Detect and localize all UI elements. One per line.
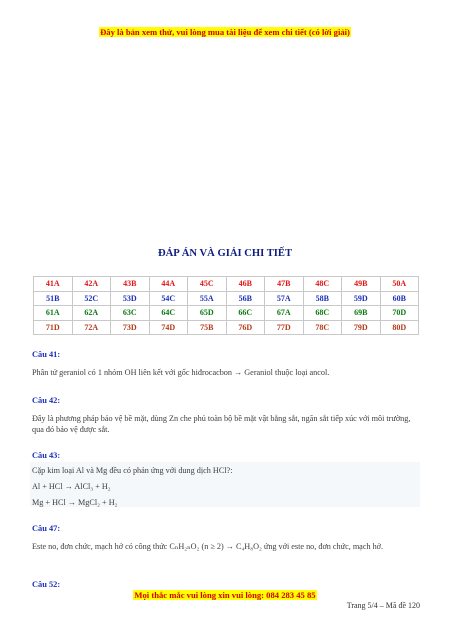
answer-cell: 67A xyxy=(265,306,304,321)
question-text: Este no, đơn chức, mạch hở có công thức CₙH₂ₙO₂ (n ≥ 2) → C₄H₈O₂ ứng với este no, đơn chức, mạch hở. xyxy=(32,542,384,551)
answer-cell: 72A xyxy=(72,320,111,335)
answer-cell: 48C xyxy=(303,277,342,292)
answer-cell: 60B xyxy=(380,291,419,306)
question-text: Cặp kim loại Al và Mg đều có phản ứng với dung dịch HCl?: xyxy=(32,466,233,475)
answer-cell: 43B xyxy=(111,277,150,292)
answer-cell: 64C xyxy=(149,306,188,321)
answer-cell: 53D xyxy=(111,291,150,306)
answer-cell: 56B xyxy=(226,291,265,306)
answer-cell: 80D xyxy=(380,320,419,335)
answer-cell: 74D xyxy=(149,320,188,335)
preview-notice-text: Đây là bản xem thử, vui lòng mua tài liệu để xem chi tiết (có lời giải) xyxy=(100,27,350,37)
question-label: Câu 43: xyxy=(32,451,61,460)
question-43-body xyxy=(32,465,419,508)
answer-cell: 76D xyxy=(226,320,265,335)
question-text: Phân tử geraniol có 1 nhóm OH liên kết với gốc hiđrocacbon → Geraniol thuộc loại ancol. xyxy=(32,368,330,377)
answer-cell: 65D xyxy=(188,306,227,321)
answer-cell: 71D xyxy=(34,320,73,335)
question-label: Câu 41: xyxy=(32,350,61,359)
answer-table xyxy=(33,276,419,335)
answer-cell: 66C xyxy=(226,306,265,321)
answer-cell: 61A xyxy=(34,306,73,321)
contact-notice xyxy=(0,590,450,600)
question-label: Câu 47: xyxy=(32,524,61,533)
answer-cell: 42A xyxy=(72,277,111,292)
answer-cell: 41A xyxy=(34,277,73,292)
answer-cell: 75B xyxy=(188,320,227,335)
answer-row xyxy=(34,320,419,335)
answer-cell: 45C xyxy=(188,277,227,292)
answer-cell: 50A xyxy=(380,277,419,292)
answer-cell: 63C xyxy=(111,306,150,321)
preview-notice xyxy=(0,27,450,37)
answer-cell: 79D xyxy=(342,320,381,335)
question-52 xyxy=(32,579,419,590)
answer-cell: 46B xyxy=(226,277,265,292)
question-label: Câu 52: xyxy=(32,580,61,589)
answer-cell: 77D xyxy=(265,320,304,335)
question-text: Đây là phương pháp bảo vệ bề mặt, dùng Zn che phủ toàn bộ bề mặt vật bằng sắt, ngăn sắt tiếp xúc với môi trường, qua đó bảo vệ được sắt. xyxy=(32,414,411,434)
answer-cell: 62A xyxy=(72,306,111,321)
section-title: ĐÁP ÁN VÀ GIẢI CHI TIẾT xyxy=(157,248,293,259)
answer-row xyxy=(34,291,419,306)
answer-cell: 54C xyxy=(149,291,188,306)
answer-cell: 57A xyxy=(265,291,304,306)
answer-cell: 70D xyxy=(380,306,419,321)
question-label: Câu 42: xyxy=(32,396,61,405)
answer-cell: 68C xyxy=(303,306,342,321)
answer-cell: 47B xyxy=(265,277,304,292)
question-43 xyxy=(32,450,419,461)
answer-cell: 52C xyxy=(72,291,111,306)
answer-cell: 49B xyxy=(342,277,381,292)
answer-row xyxy=(34,277,419,292)
answer-cell: 55A xyxy=(188,291,227,306)
reaction-line: Al + HCl → AlCl₃ + H₂ xyxy=(32,482,111,491)
page-number: Trang 5/4 – Mã đề 120 xyxy=(346,601,420,610)
answer-cell: 73D xyxy=(111,320,150,335)
answer-cell: 44A xyxy=(149,277,188,292)
answer-cell: 51B xyxy=(34,291,73,306)
reaction-line: Mg + HCl → MgCl₂ + H₂ xyxy=(32,498,118,507)
answer-row xyxy=(34,306,419,321)
question-47 xyxy=(32,523,419,552)
question-41 xyxy=(32,349,419,378)
answer-cell: 59D xyxy=(342,291,381,306)
question-42 xyxy=(32,395,419,435)
contact-notice-text: Mọi thắc mắc vui lòng xin vui lòng: 084 283 45 85 xyxy=(134,590,316,600)
answer-cell: 58B xyxy=(303,291,342,306)
answer-cell: 69B xyxy=(342,306,381,321)
answer-cell: 78C xyxy=(303,320,342,335)
